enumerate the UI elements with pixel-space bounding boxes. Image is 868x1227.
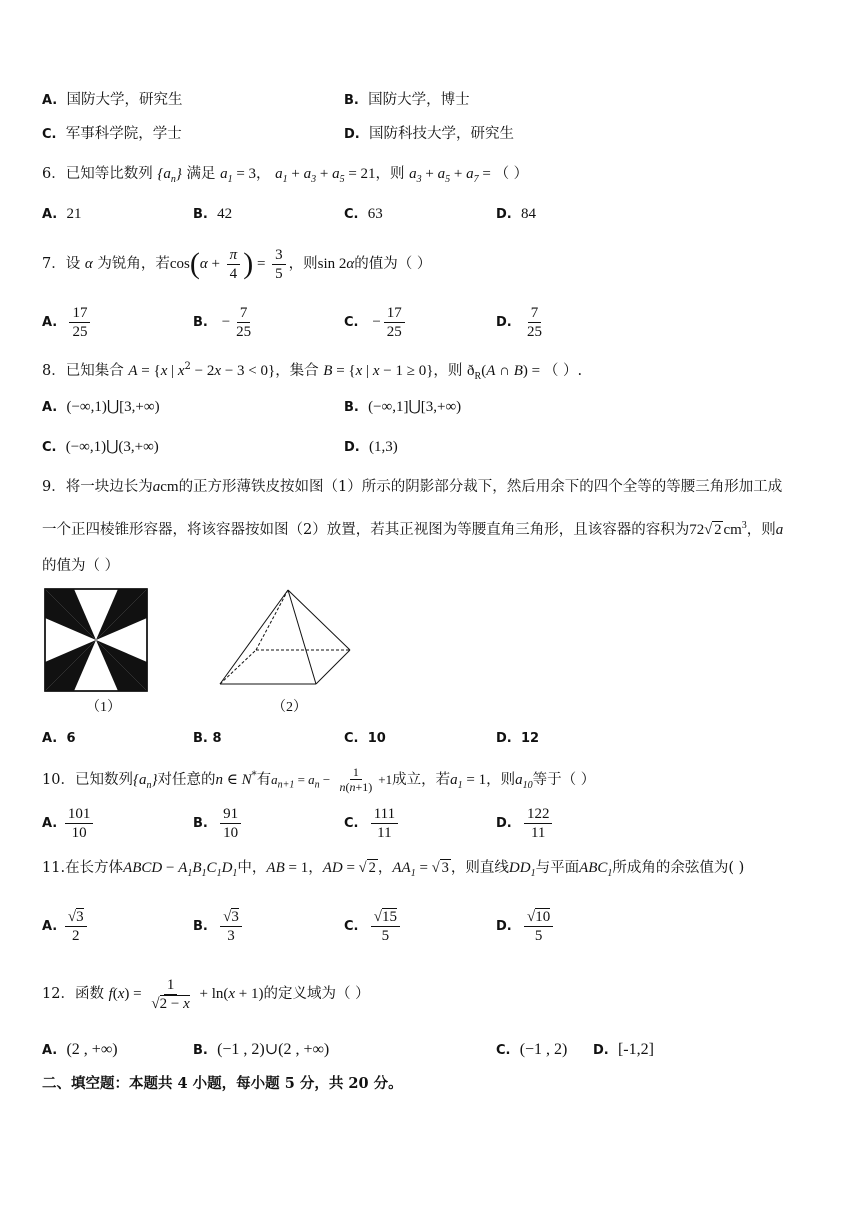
q10-stem: 10．已知数列$\{a_n\}$对任意的n ∈ N*有$a_{n+1} = a_n$ − $\frac{1}{n(n+1)}$ +1成立，若$a_1 = 1$，则$a_{10}$等于（ ） xyxy=(42,765,596,795)
q9-option-c: C. 10 xyxy=(344,731,386,746)
q9-option-a: A. 6 xyxy=(42,731,76,746)
q11-stem: 11.在长方体ABCD − $A_1B_1C_1D_1$中，AB = 1，AD = √ 2 ，$AA_1$ = √ 3 ，则直线$DD_1$与平面$ABC_1$所成角的余弦值为( ) xyxy=(42,860,745,879)
q7-option-b: B. − $\frac{7}{25}$ xyxy=(193,304,252,340)
q5-option-d: D. 国防科技大学，研究生 xyxy=(344,126,514,142)
q12-stem: 12．函数 f(x) = $\frac{1}{√2 - x}$ + ln(x + 1)的定义域为（ ） xyxy=(42,976,370,1012)
q10-option-d: D. $\frac{122}{11}$ xyxy=(496,803,555,844)
q9-stem-line1: 9．将一块边长为acm的正方形薄铁皮按如图（1）所示的阴影部分裁下，然后用余下的四个全等的等腰三角形加工成 xyxy=(42,479,783,495)
section-2-heading: 二、填空题：本题共 4 小题，每小题 5 分，共 20 分。 xyxy=(42,1075,403,1092)
q8-option-c: C. (−∞,1)⋃(3,+∞) xyxy=(42,439,159,455)
q9-stem-line3: 的值为（ ） xyxy=(42,558,120,574)
q10-option-c: C. $\frac{111}{11}$ xyxy=(344,803,401,844)
q11-option-c: C. $\frac{√15}{5}$ xyxy=(344,904,403,949)
q6-option-d: D. 84 xyxy=(496,206,536,222)
q7-option-a: A. $\frac{17}{25}$ xyxy=(42,302,93,343)
q5-option-a: A. 国防大学，研究生 xyxy=(42,92,183,108)
q12-option-b: B. (−1 , 2)∪(2 , +∞) xyxy=(193,1041,330,1058)
q6-stem: 6．已知等比数列 $\{a_n\}$ 满足 $a_1 = 3$， $a_1 + a_3 + a_5 = 21$，则 $a_3 + a_5 + a_7$ = （ ） xyxy=(42,166,529,185)
q12-option-a: A. (2 , +∞) xyxy=(42,1041,118,1058)
q8-option-b: B. (−∞,1]⋃[3,+∞) xyxy=(344,399,462,415)
q11-option-a: A. $\frac{√3}{2}$ xyxy=(42,904,90,949)
q8-option-a: A. (−∞,1)⋃[3,+∞) xyxy=(42,399,160,415)
q8-stem: 8．已知集合 A = {x | $x^2 - 2x - 3 < 0$}，集合 B = {x | x − 1 ≥ 0}，则 $ð_R(A$ ∩ B) = （ ）. xyxy=(42,361,583,382)
q5-option-c: C. 军事科学院，学士 xyxy=(42,126,182,142)
q9-figure-2-label: （2） xyxy=(272,700,307,715)
q9-stem-line2: 一个正四棱锥形容器，将该容器按如图（2）放置，若其正视图为等腰直角三角形，且该容器的容积为72√ 2 $cm^3$，则a xyxy=(42,520,784,538)
q7-option-c: C. − $\frac{17}{25}$ xyxy=(344,302,408,343)
q11-option-b: B. $\frac{√3}{3}$ xyxy=(193,904,245,949)
q11-option-d: D. $\frac{√10}{5}$ xyxy=(496,904,556,949)
q9-option-b: B. 8 xyxy=(193,731,222,746)
q5-option-b: B. 国防大学，博士 xyxy=(344,92,470,108)
q6-option-b: B. 42 xyxy=(193,206,233,222)
q9-option-d: D. 12 xyxy=(496,731,540,746)
q7-stem: 7．设 α 为锐角，若cos(α + $\frac{\pi}{4}$ ) = $\frac{3}{5}$ ，则sin 2α的值为（ ） xyxy=(42,246,432,282)
q12-option-c: C. (−1 , 2) xyxy=(496,1041,568,1058)
q6-option-c: C. 63 xyxy=(344,206,383,222)
q12-option-d: D. [-1,2] xyxy=(593,1041,654,1058)
q10-option-b: B. $\frac{91}{10}$ xyxy=(193,803,244,844)
q6-option-a: A. 21 xyxy=(42,206,82,222)
q8-option-d: D. (1,3) xyxy=(344,439,398,455)
q7-option-d: D. $\frac{7}{25}$ xyxy=(496,304,542,340)
q9-figure-1-square xyxy=(44,588,148,692)
q9-figure-1-label: （1） xyxy=(86,700,121,715)
q10-option-a: A. $\frac{101}{10}$ xyxy=(42,803,96,844)
q9-figure-2-pyramid xyxy=(218,588,354,688)
